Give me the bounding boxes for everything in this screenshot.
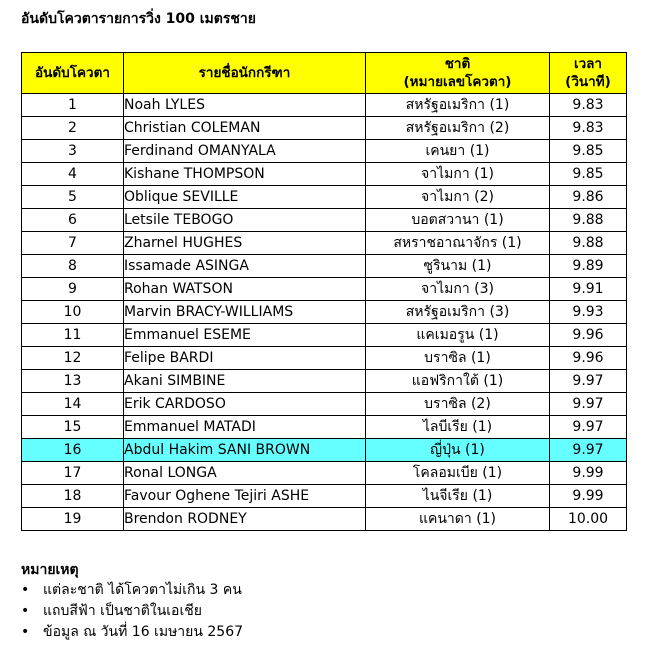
table-row (22, 393, 627, 416)
time-cell: 9.83 (550, 117, 627, 140)
athlete-name-cell: Abdul Hakim SANI BROWN (124, 439, 366, 462)
athlete-name-cell: Emmanuel ESEME (124, 324, 366, 347)
table-row (22, 324, 627, 347)
table-row (22, 416, 627, 439)
rank-cell: 2 (22, 117, 124, 140)
nation-cell: บราซิล (2) (366, 393, 550, 416)
table-row (22, 163, 627, 186)
athlete-name-cell: Rohan WATSON (124, 278, 366, 301)
athlete-name-cell: Issamade ASINGA (124, 255, 366, 278)
rank-cell: 13 (22, 370, 124, 393)
nation-cell: จาไมกา (3) (366, 278, 550, 301)
note-text: แถบสีฟ้า เป็นชาติในเอเชีย (43, 603, 202, 619)
note-item (21, 601, 243, 622)
rank-cell: 10 (22, 301, 124, 324)
athlete-name-cell: Noah LYLES (124, 94, 366, 117)
time-cell: 9.88 (550, 232, 627, 255)
table-row (22, 278, 627, 301)
note-text: ข้อมูล ณ วันที่ 16 เมษายน 2567 (43, 624, 244, 640)
time-cell: 9.96 (550, 347, 627, 370)
time-cell: 9.93 (550, 301, 627, 324)
header-time-line1: เวลา (573, 56, 603, 72)
nation-cell: ไลบีเรีย (1) (366, 416, 550, 439)
header-rank (22, 53, 124, 94)
athlete-name-cell: Erik CARDOSO (124, 393, 366, 416)
header-nation (366, 53, 550, 94)
nation-cell: บอตสวานา (1) (366, 209, 550, 232)
rank-cell: 16 (22, 439, 124, 462)
table-row (22, 186, 627, 209)
rank-cell: 11 (22, 324, 124, 347)
athlete-name-cell: Akani SIMBINE (124, 370, 366, 393)
rank-cell: 3 (22, 140, 124, 163)
time-cell: 9.83 (550, 94, 627, 117)
header-name-label: รายชื่อนักกรีฑา (198, 65, 291, 81)
table-row (22, 462, 627, 485)
header-nation-line2: (หมายเลขโควตา) (403, 74, 512, 90)
nation-cell: สหราชอาณาจักร (1) (366, 232, 550, 255)
nation-cell: บราซิล (1) (366, 347, 550, 370)
athlete-name-cell: Marvin BRACY-WILLIAMS (124, 301, 366, 324)
athlete-name-cell: Christian COLEMAN (124, 117, 366, 140)
rank-cell: 15 (22, 416, 124, 439)
rank-cell: 1 (22, 94, 124, 117)
time-cell: 9.91 (550, 278, 627, 301)
athlete-name-cell: Ronal LONGA (124, 462, 366, 485)
table-row (22, 209, 627, 232)
time-cell: 9.99 (550, 485, 627, 508)
nation-cell: แคเมอรูน (1) (366, 324, 550, 347)
note-item (21, 622, 243, 643)
rank-cell: 17 (22, 462, 124, 485)
notes-section (21, 560, 243, 643)
header-time (550, 53, 627, 94)
note-item (21, 580, 243, 601)
athlete-name-cell: Oblique SEVILLE (124, 186, 366, 209)
time-cell: 9.97 (550, 439, 627, 462)
nation-cell: สหรัฐอเมริกา (1) (366, 94, 550, 117)
table-body (22, 94, 627, 531)
header-name (124, 53, 366, 94)
athlete-name-cell: Felipe BARDI (124, 347, 366, 370)
rank-cell: 9 (22, 278, 124, 301)
table-row (22, 347, 627, 370)
rank-cell: 18 (22, 485, 124, 508)
bullet-icon: • (21, 582, 30, 598)
time-cell: 9.86 (550, 186, 627, 209)
bullet-icon: • (21, 624, 30, 640)
athlete-name-cell: Letsile TEBOGO (124, 209, 366, 232)
time-cell: 9.85 (550, 140, 627, 163)
table-row (22, 140, 627, 163)
time-cell: 9.85 (550, 163, 627, 186)
rank-cell: 5 (22, 186, 124, 209)
note-text: แต่ละชาติ ได้โควตาไม่เกิน 3 คน (43, 582, 242, 598)
rank-cell: 14 (22, 393, 124, 416)
nation-cell: แคนาดา (1) (366, 508, 550, 531)
time-cell: 9.97 (550, 393, 627, 416)
table-row (22, 94, 627, 117)
header-nation-line1: ชาติ (444, 56, 471, 72)
nation-cell: ซูรินาม (1) (366, 255, 550, 278)
athlete-name-cell: Favour Oghene Tejiri ASHE (124, 485, 366, 508)
header-time-line2: (วินาที) (565, 74, 611, 90)
athlete-name-cell: Ferdinand OMANYALA (124, 140, 366, 163)
table-row (22, 232, 627, 255)
rank-cell: 8 (22, 255, 124, 278)
rank-cell: 7 (22, 232, 124, 255)
rank-cell: 19 (22, 508, 124, 531)
notes-list (21, 580, 243, 643)
athlete-name-cell: Zharnel HUGHES (124, 232, 366, 255)
nation-cell: ญี่ปุ่น (1) (366, 439, 550, 462)
time-cell: 9.99 (550, 462, 627, 485)
notes-title: หมายเหตุ (21, 562, 79, 578)
table-row (22, 301, 627, 324)
nation-cell: จาไมกา (2) (366, 186, 550, 209)
nation-cell: เคนยา (1) (366, 140, 550, 163)
rank-cell: 4 (22, 163, 124, 186)
table-row-highlighted (22, 439, 627, 462)
header-rank-label: อันดับโควตา (35, 65, 110, 81)
table-row (22, 485, 627, 508)
header-row (22, 53, 627, 94)
time-cell: 9.89 (550, 255, 627, 278)
quota-ranking-table (21, 52, 627, 531)
time-cell: 10.00 (550, 508, 627, 531)
time-cell: 9.97 (550, 416, 627, 439)
table-row (22, 255, 627, 278)
rank-cell: 12 (22, 347, 124, 370)
athlete-name-cell: Kishane THOMPSON (124, 163, 366, 186)
nation-cell: สหรัฐอเมริกา (2) (366, 117, 550, 140)
table-header (22, 53, 627, 94)
athlete-name-cell: Emmanuel MATADI (124, 416, 366, 439)
time-cell: 9.97 (550, 370, 627, 393)
bullet-icon: • (21, 603, 30, 619)
nation-cell: แอฟริกาใต้ (1) (366, 370, 550, 393)
time-cell: 9.96 (550, 324, 627, 347)
table-row (22, 508, 627, 531)
table-row (22, 117, 627, 140)
table-row (22, 370, 627, 393)
nation-cell: ไนจีเรีย (1) (366, 485, 550, 508)
athlete-name-cell: Brendon RODNEY (124, 508, 366, 531)
rank-cell: 6 (22, 209, 124, 232)
nation-cell: จาไมกา (1) (366, 163, 550, 186)
nation-cell: สหรัฐอเมริกา (3) (366, 301, 550, 324)
page-title: อันดับโควตารายการวิ่ง 100 เมตรชาย (21, 11, 256, 27)
nation-cell: โคลอมเบีย (1) (366, 462, 550, 485)
time-cell: 9.88 (550, 209, 627, 232)
